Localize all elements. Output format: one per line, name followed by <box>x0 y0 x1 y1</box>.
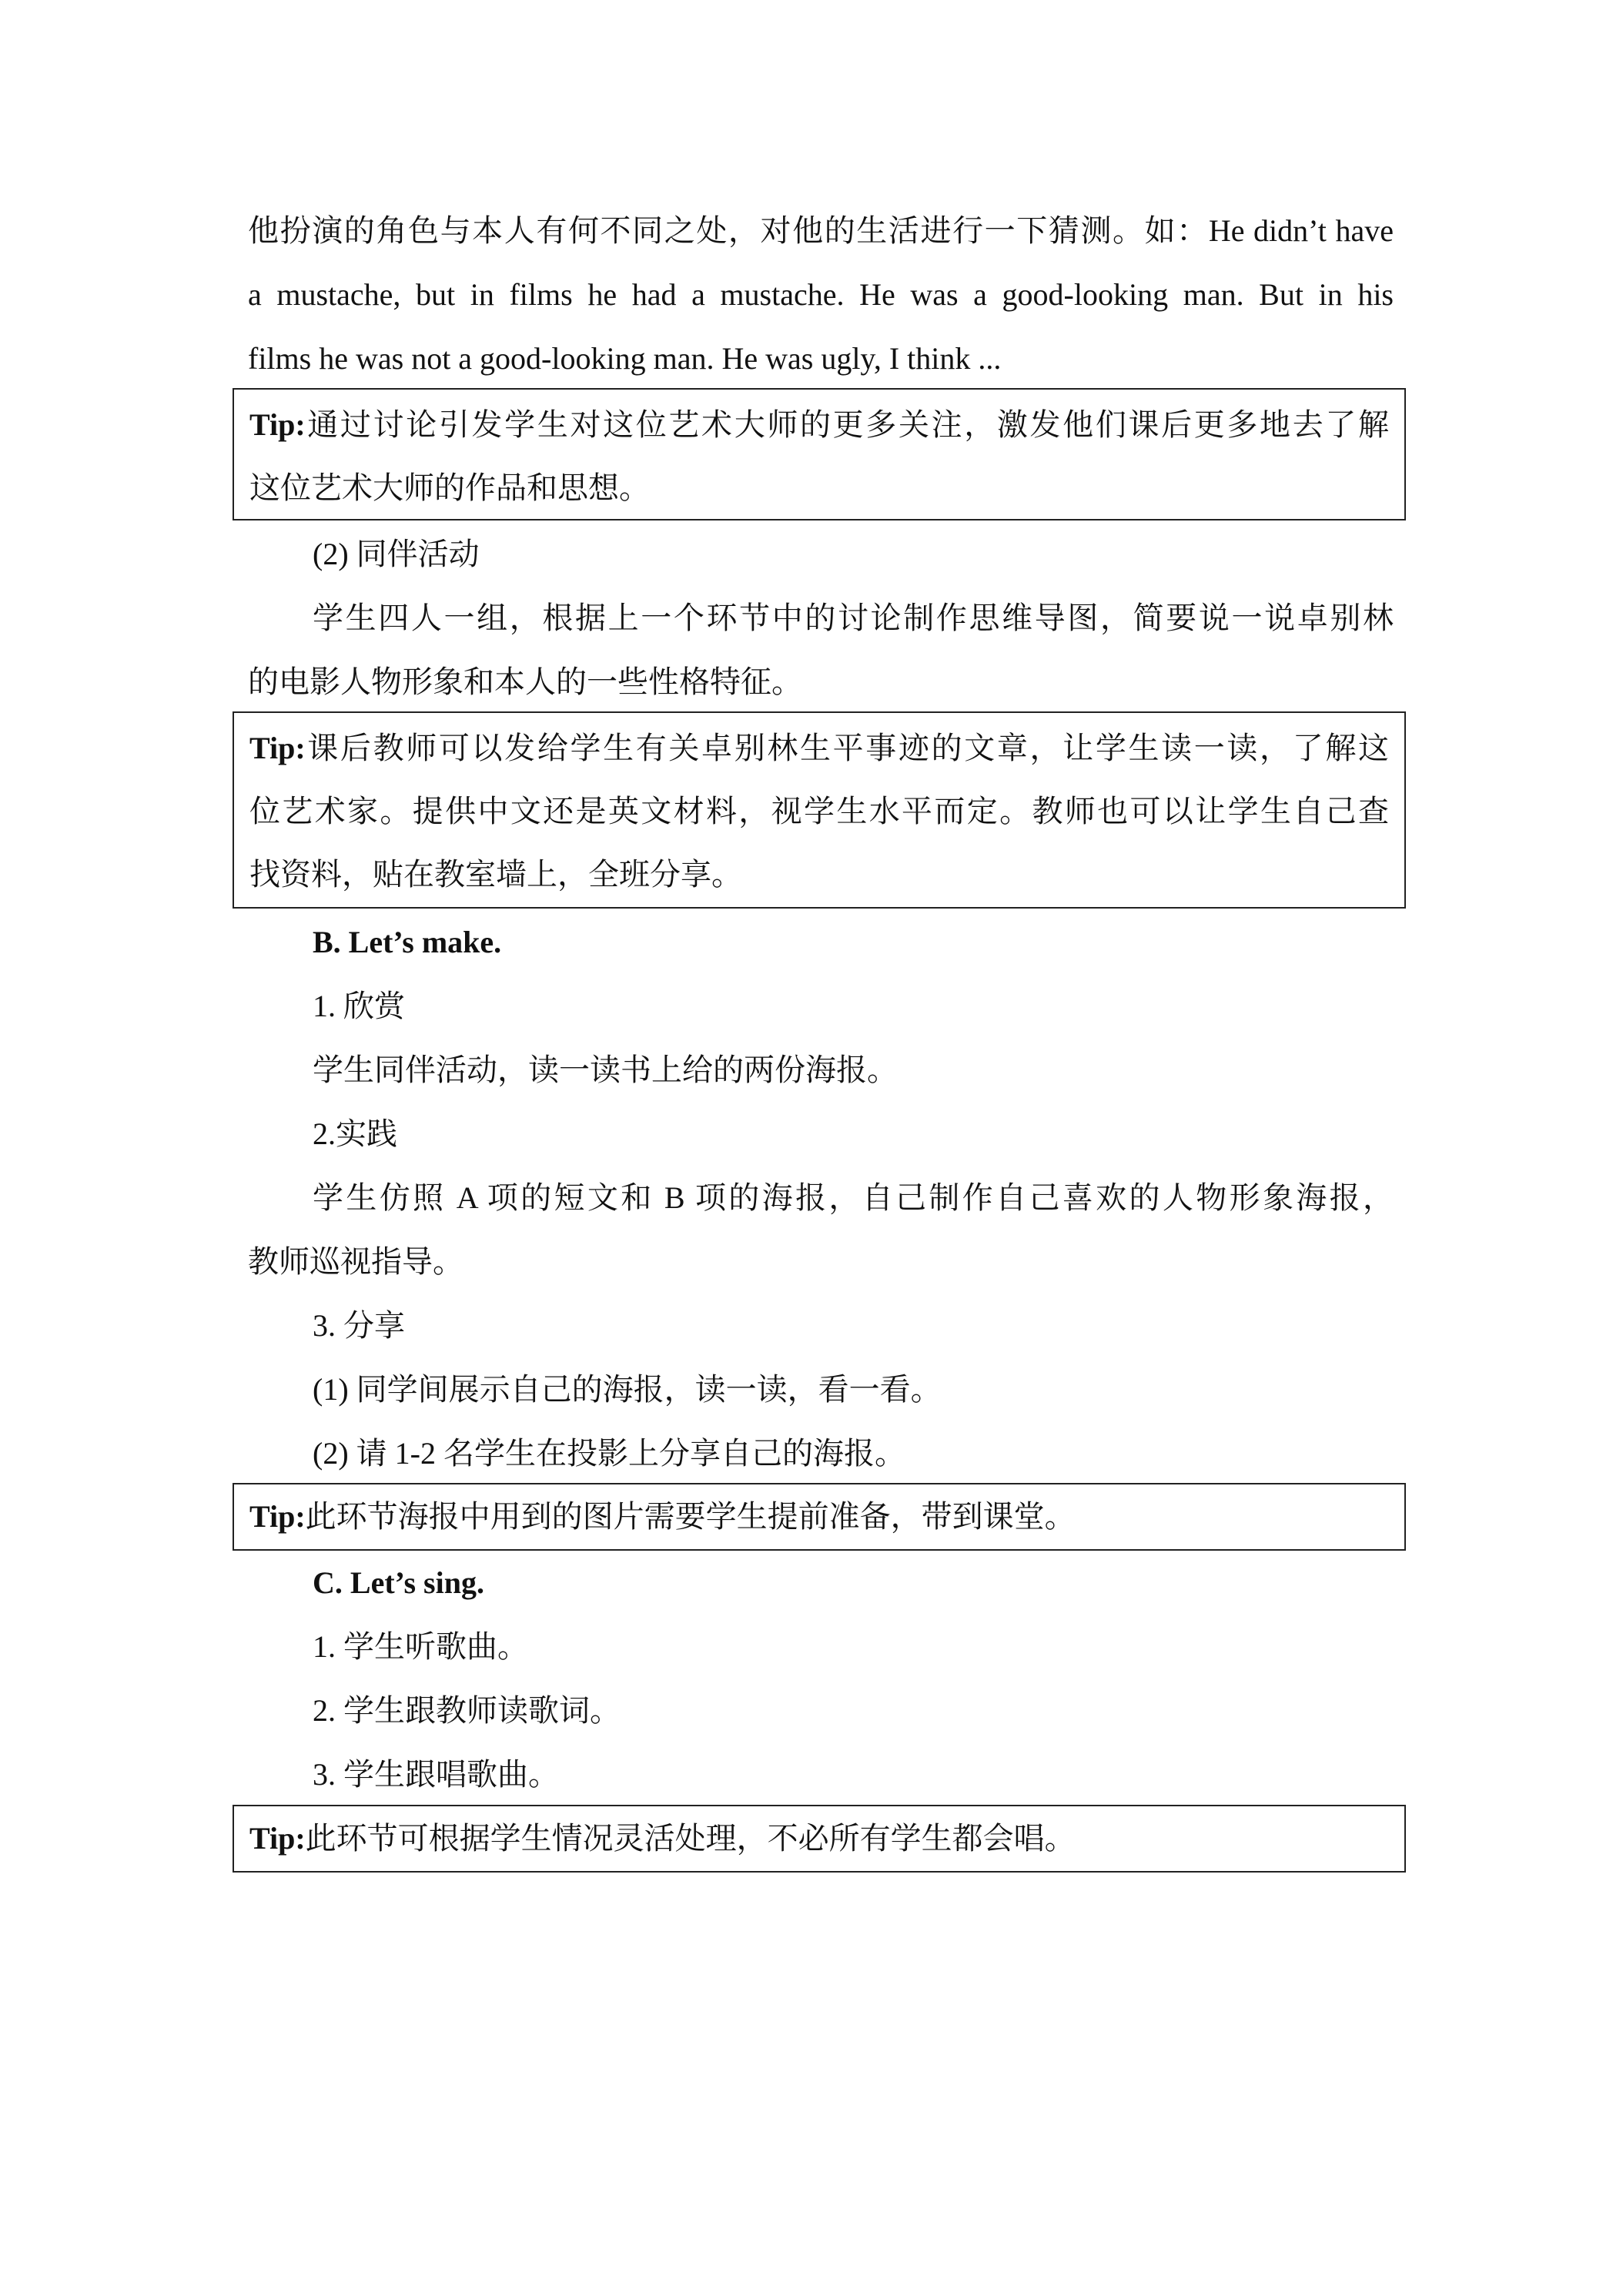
intro-line-2: a mustache, but in films he had a mustache. He was a good-looking man. But in his <box>248 277 1394 312</box>
section-b-step-2-line-2: 教师巡视指导。 <box>248 1244 463 1279</box>
pair-activity-line-2: 的电影人物形象和本人的一些性格特征。 <box>248 664 802 699</box>
pair-activity-heading: (2) 同伴活动 <box>313 537 480 571</box>
section-b-step-3-a: (1) 同学间展示自己的海报，读一读，看一看。 <box>313 1372 942 1407</box>
section-c-step-2: 2. 学生跟教师读歌词。 <box>313 1693 621 1728</box>
pair-activity-line-1: 学生四人一组，根据上一个环节中的讨论制作思维导图，简要说一说卓别林 <box>313 601 1394 635</box>
section-b-step-3: 3. 分享 <box>313 1308 405 1343</box>
tip-4-line-1: Tip:此环节可根据学生情况灵活处理，不必所有学生都会唱。 <box>249 1821 1076 1856</box>
section-b-step-1-text: 学生同伴活动，读一读书上给的两份海报。 <box>313 1053 898 1087</box>
section-c-heading: C. Let’s sing. <box>313 1565 484 1600</box>
tip-1-line-2: 这位艺术大师的作品和思想。 <box>249 470 650 505</box>
section-b-heading: B. Let’s make. <box>313 925 502 959</box>
section-b-step-1: 1. 欣赏 <box>313 989 405 1023</box>
tip-box-2 <box>233 711 1406 909</box>
tip-label: Tip: <box>249 731 306 765</box>
tip-1-line-1: Tip:通过讨论引发学生对这位艺术大师的更多关注，激发他们课后更多地去了解 <box>249 407 1389 442</box>
tip-2-line-3: 找资料，贴在教室墙上，全班分享。 <box>249 857 742 892</box>
tip-label: Tip: <box>249 1821 306 1856</box>
tip-box-3 <box>233 1483 1406 1551</box>
tip-box-4 <box>233 1805 1406 1873</box>
section-b-step-2: 2.实践 <box>313 1116 397 1151</box>
tip-label: Tip: <box>249 1499 306 1534</box>
section-c-step-3: 3. 学生跟唱歌曲。 <box>313 1757 559 1792</box>
tip-box-1 <box>233 388 1406 520</box>
intro-line-1: 他扮演的角色与本人有何不同之处，对他的生活进行一下猜测。如：He didn’t have <box>248 213 1394 248</box>
tip-label: Tip: <box>249 407 306 442</box>
section-b-step-3-b: (2) 请 1-2 名学生在投影上分享自己的海报。 <box>313 1436 905 1471</box>
section-c-step-1: 1. 学生听歌曲。 <box>313 1629 528 1664</box>
tip-3-line-1: Tip:此环节海报中用到的图片需要学生提前准备，带到课堂。 <box>249 1499 1076 1534</box>
intro-line-3: films he was not a good-looking man. He was ugly, I think ... <box>248 341 1002 376</box>
tip-2-line-2: 位艺术家。提供中文还是英文材料，视学生水平而定。教师也可以让学生自己查 <box>249 794 1389 828</box>
tip-2-line-1: Tip:课后教师可以发给学生有关卓别林生平事迹的文章，让学生读一读，了解这 <box>249 731 1389 765</box>
section-b-step-2-line-1: 学生仿照 A 项的短文和 B 项的海报，自己制作自己喜欢的人物形象海报， <box>313 1180 1394 1215</box>
